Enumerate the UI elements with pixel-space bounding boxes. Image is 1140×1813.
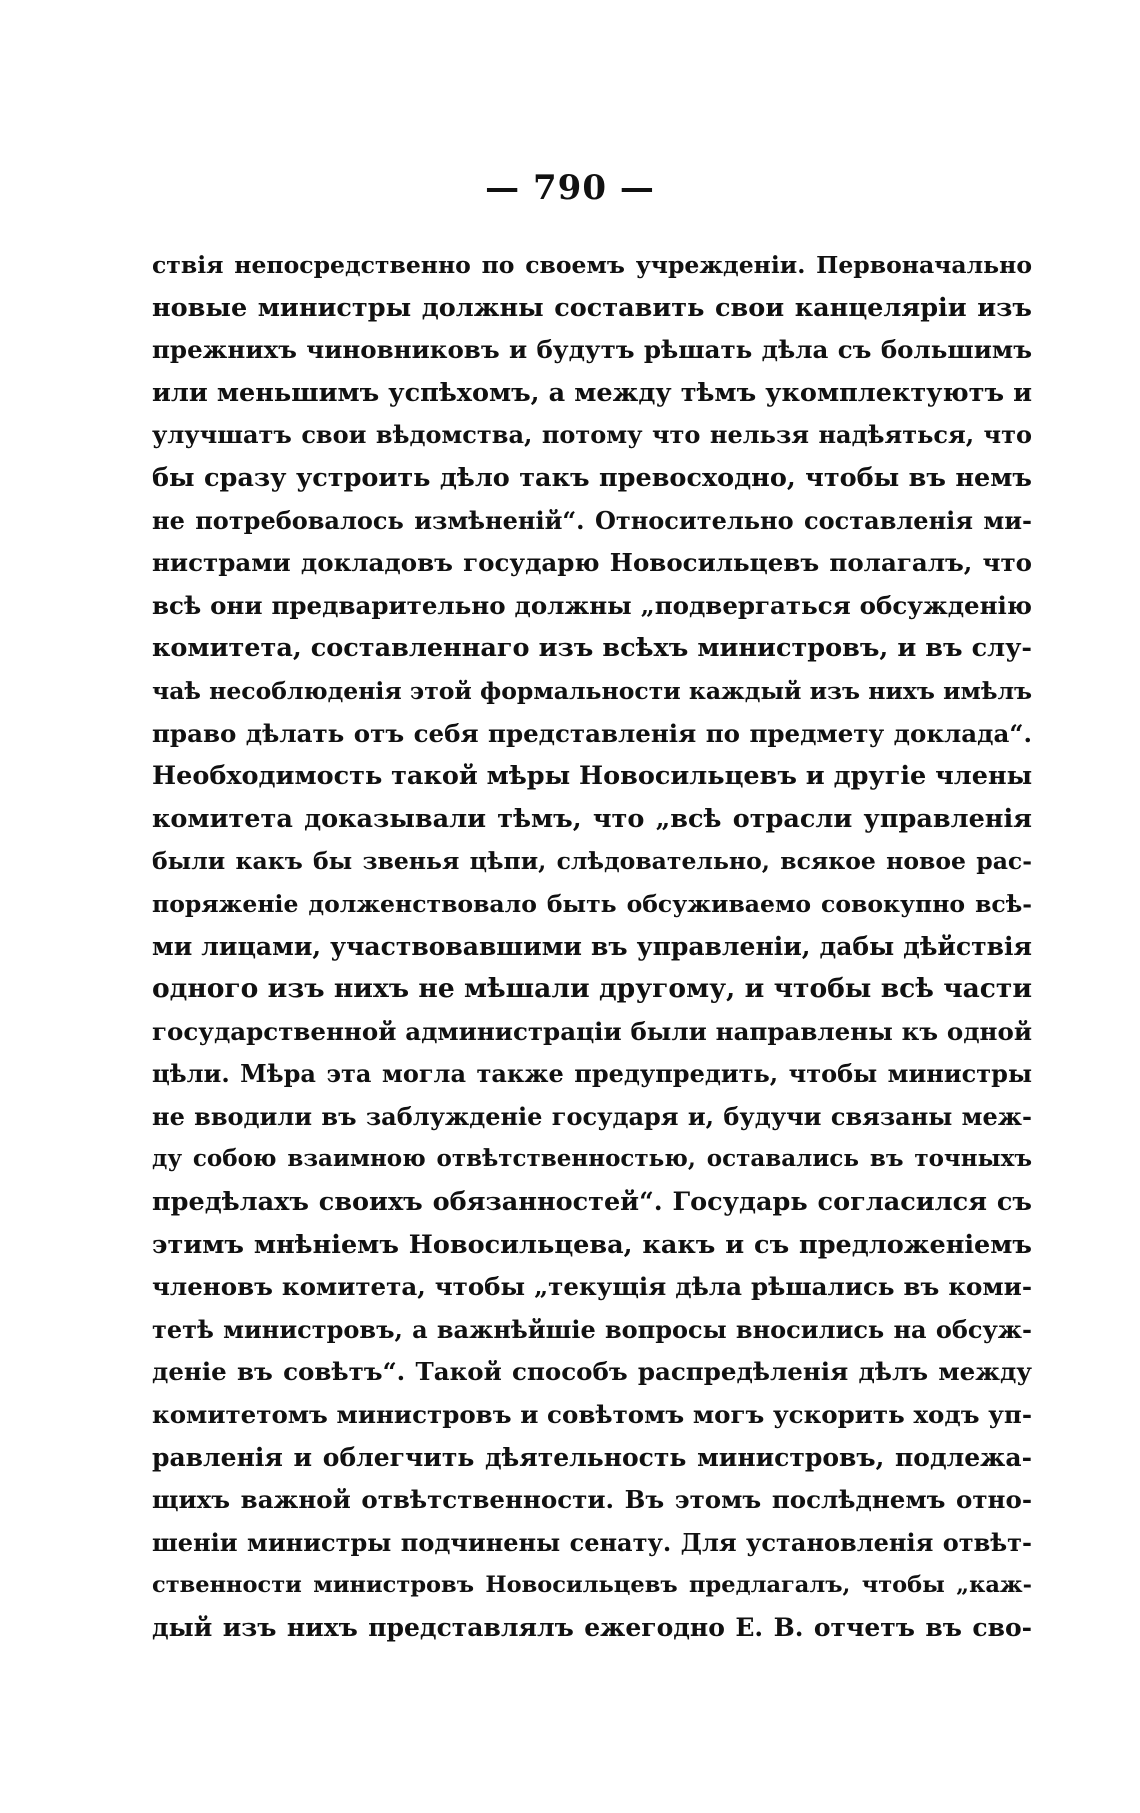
text-line: право дѣлать отъ себя представленія по предмету доклада“. bbox=[152, 718, 1032, 748]
text-line: улучшатъ свои вѣдомства, потому что нельзя надѣяться, что bbox=[152, 420, 1032, 450]
text-line: равленія и облегчить дѣятельность министровъ, подлежа- bbox=[152, 1442, 1032, 1472]
text-line: шеніи министры подчинены сенату. Для установленія отвѣт- bbox=[152, 1527, 1032, 1557]
text-line: всѣ они предварительно должны „подвергаться обсужденію bbox=[152, 590, 1032, 620]
text-line: цѣли. Мѣра эта могла также предупредить, чтобы министры bbox=[152, 1059, 1032, 1089]
text-line: были какъ бы звенья цѣпи, слѣдовательно, всякое новое рас- bbox=[152, 847, 1032, 876]
text-line: новые министры должны составить свои канцеляріи изъ bbox=[152, 292, 1032, 323]
text-line: деніе въ совѣтъ“. Такой способъ распредѣленія дѣлъ между bbox=[152, 1357, 1032, 1387]
text-line: не вводили въ заблужденіе государя и, будучи связаны меж- bbox=[152, 1101, 1032, 1131]
text-line: ствія непосредственно по своемъ учрежденіи. Первоначально bbox=[152, 251, 1032, 279]
text-line: предѣлахъ своихъ обязанностей“. Государь согласился съ bbox=[152, 1187, 1032, 1218]
text-line: дый изъ нихъ представлялъ ежегодно Е. В. отчетъ въ сво- bbox=[152, 1613, 1032, 1642]
text-line: или меньшимъ успѣхомъ, а между тѣмъ укомплектуютъ и bbox=[152, 377, 1032, 408]
text-line: прежнихъ чиновниковъ и будутъ рѣшать дѣла съ большимъ bbox=[152, 335, 1032, 365]
body-text bbox=[152, 244, 1032, 1650]
text-line: членовъ комитета, чтобы „текущія дѣла рѣшались въ коми- bbox=[152, 1272, 1032, 1302]
text-line: щихъ важной отвѣтственности. Въ этомъ послѣднемъ отно- bbox=[152, 1485, 1032, 1515]
text-line: этимъ мнѣніемъ Новосильцева, какъ и съ предложеніемъ bbox=[152, 1229, 1032, 1260]
text-line: комитетомъ министровъ и совѣтомъ могъ ускорить ходъ уп- bbox=[152, 1400, 1032, 1430]
text-line: комитета, составленнаго изъ всѣхъ министровъ, и въ слу- bbox=[152, 633, 1032, 664]
text-line: не потребовалось измѣненій“. Относительно составленія ми- bbox=[152, 505, 1032, 535]
text-line: ми лицами, участвовавшими въ управленіи, дабы дѣйствія bbox=[152, 931, 1032, 961]
text-line: одного изъ нихъ не мѣшали другому, и чтобы всѣ части bbox=[152, 973, 1032, 1005]
text-line: поряженіе долженствовало быть обсуживаемо совокупно всѣ- bbox=[152, 889, 1032, 918]
page-number: — 790 — bbox=[485, 168, 655, 208]
text-line: ственности министровъ Новосильцевъ предлагалъ, чтобы „каж- bbox=[152, 1572, 1032, 1599]
text-line: Необходимость такой мѣры Новосильцевъ и другіе члены bbox=[152, 761, 1032, 792]
text-line: чаѣ несоблюденія этой формальности каждый изъ нихъ имѣлъ bbox=[152, 676, 1032, 705]
text-line: нистрами докладовъ государю Новосильцевъ полагалъ, что bbox=[152, 548, 1032, 578]
text-line: бы сразу устроить дѣло такъ превосходно, чтобы въ немъ bbox=[152, 462, 1032, 493]
text-line: государственной администраціи были направлены къ одной bbox=[152, 1016, 1032, 1046]
text-line: ду собою взаимною отвѣтственностью, оставались въ точныхъ bbox=[152, 1145, 1032, 1173]
text-line: тетѣ министровъ, а важнѣйшіе вопросы вносились на обсуж- bbox=[152, 1314, 1032, 1344]
text-line: комитета доказывали тѣмъ, что „всѣ отрасли управленія bbox=[152, 803, 1032, 834]
